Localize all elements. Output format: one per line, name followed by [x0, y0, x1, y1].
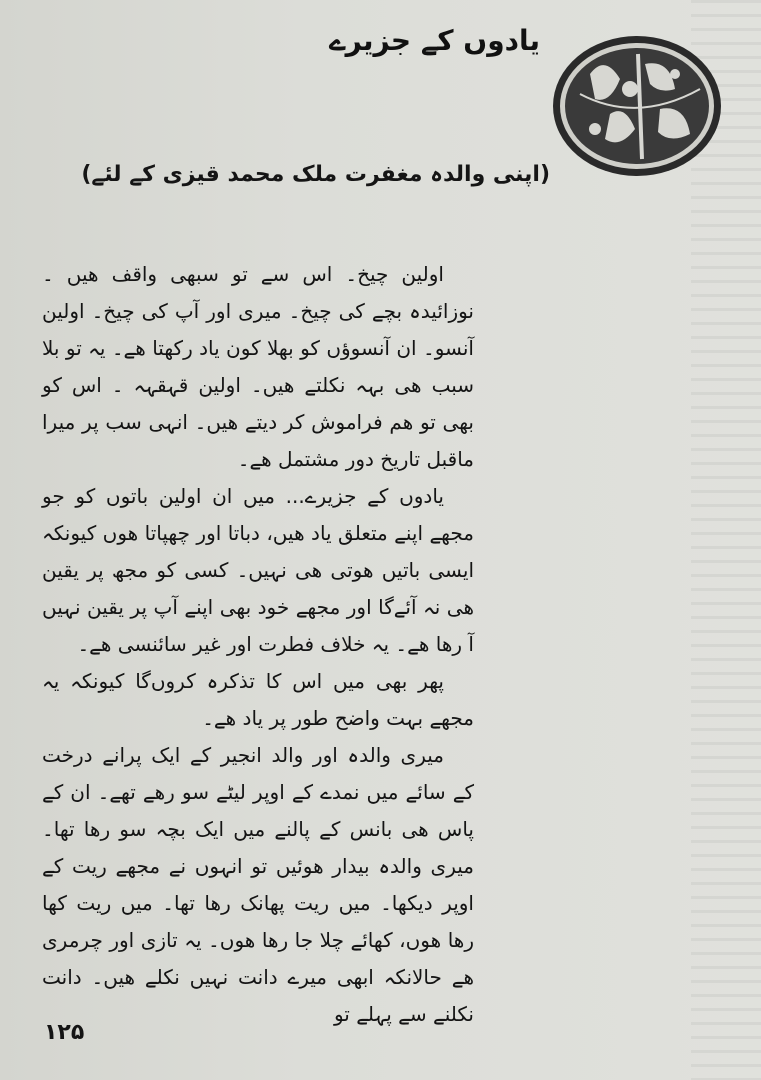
page-number: ۱۲۵: [44, 1020, 85, 1045]
paragraph: اولین چیخ۔ اس سے تو سبھی واقف ھیں ۔ نوزائیدہ بچے کی چیخ۔ میری اور آپ کی چیخ۔ اولین آنسو۔ ان آنسوؤں کو بھلا کون یاد رکھتا ھے۔ یہ تو بلا سبب ھی بہہ نکلتے ھیں۔ اولین قہقہہ ۔ اس کو بھی تو ھم فراموش کر دیتے ھیں۔ انہی سب پر میرا ماقبل تاریخ دور مشتمل ھے۔: [42, 262, 474, 471]
paragraph: پھر بھی میں اس کا تذکرہ کروں‌گا کیونکہ یہ مجھے بہت واضح طور پر یاد ھے۔: [42, 669, 474, 730]
paragraph: یادوں کے جزیرے... میں ان اولین باتوں کو جو مجھے اپنے متعلق یاد ھیں، دباتا اور چھپاتا ھوں کیونکہ ایسی باتیں ھوتی ھی نہیں۔ کسی کو مجھ پر یقین ھی نہ آئےگا اور مجھے خود بھی اپنے آپ پر یقین نہیں آ رھا ھے۔ یہ خلاف فطرت اور غیر سائنسی ھے۔: [42, 484, 474, 656]
decorative-medallion-icon: [550, 34, 725, 179]
paragraph: میری والدہ اور والد انجیر کے ایک پرانے درخت کے سائے میں نمدے کے اوپر لیٹے سو رھے تھے۔ ان کے پاس ھی بانس کے پالنے میں ایک بچہ سو رھا تھا۔ میری والدہ بیدار ھوئیں تو انہوں نے مجھے ریت کے اوپر دیکھا۔ میں ریت پھانک رھا تھا۔ میں ریت کھا رھا ھوں، کھائے چلا جا رھا ھوں۔ یہ تازی اور چرمری ھے حالانکہ ابھی میرے دانت نہیں نکلے ھیں۔ دانت نکلنے سے پہلے تو: [42, 743, 474, 1026]
dedication-subtitle: (اپنی والدہ مغفرت ملک محمد قیزی کے لئے): [81, 162, 550, 187]
body-text: [42, 256, 474, 1033]
chapter-title: یادوں کے جزیرے: [329, 24, 540, 57]
